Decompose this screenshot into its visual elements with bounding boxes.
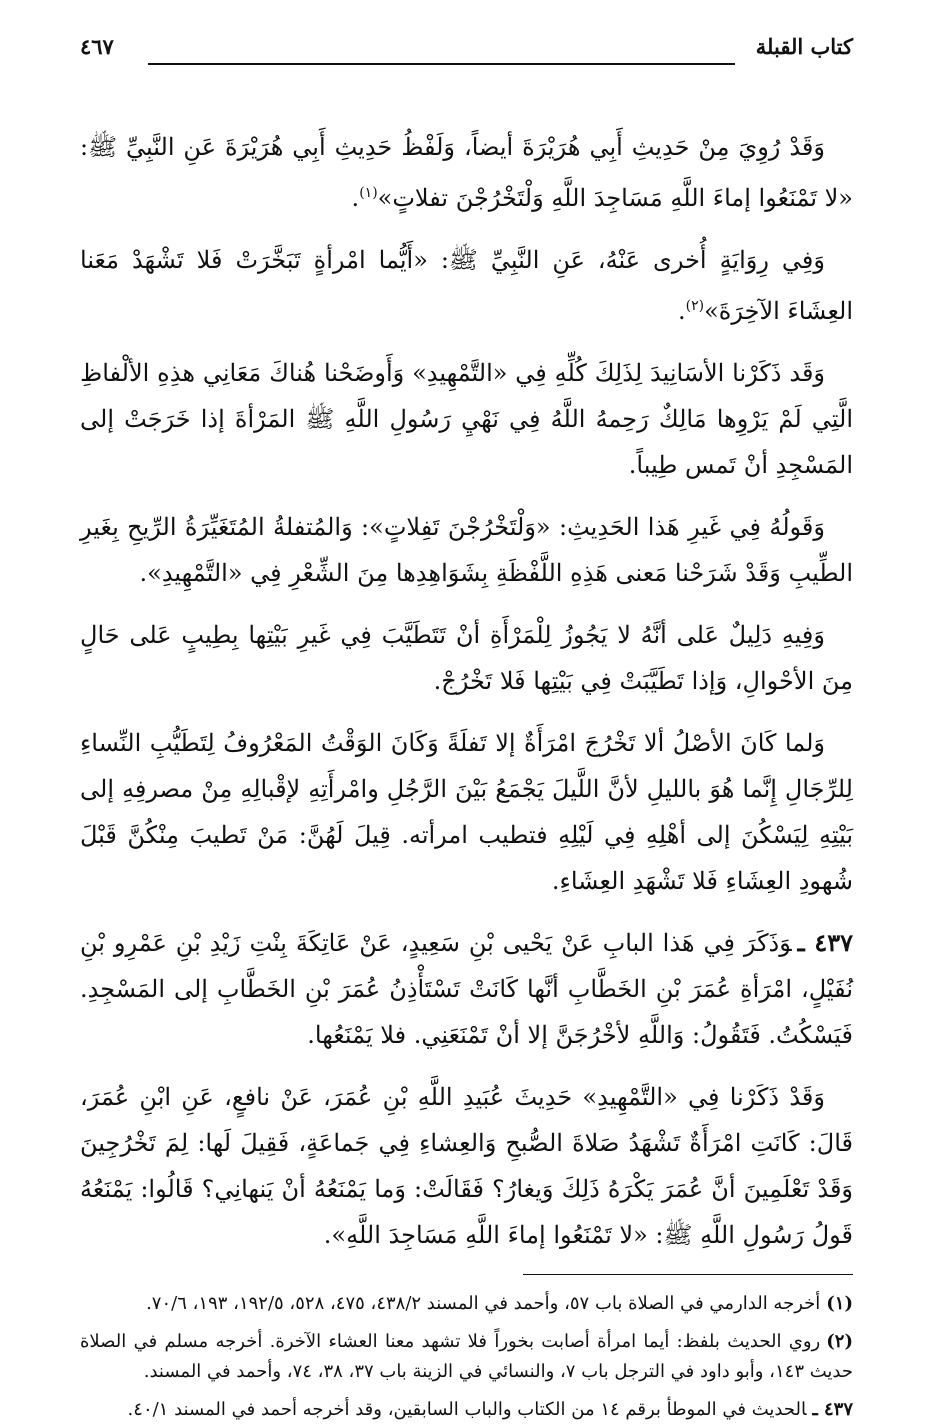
header-rule [148,63,735,65]
paragraph: وَقَدْ ذَكَرْنا فِي «التَّمْهِيدِ» حَدِيثَ عُبَيدِ اللَّهِ بْنِ عُمَرَ، عَنْ نافعٍ، عَنِ ابْنِ عُمَرَ، قَالَ: كَانَتِ امْرَأَةٌ تَشْهَدُ صَلاةَ الصُّبحِ وَالعِشاءِ فِي جَماعَةٍ، فَقِيلَ لَها: لِمَ تَخْرُجِينَ وَقَدْ تَعْلَمِينَ أنَّ عُمَرَ يَكْرَهُ ذَلِكَ وَيغارُ؟ فَقَالَتْ: وَما يَمْنَعُهُ أنْ يَنهانِي؟ قَالُوا: يَمْنَعُهُ قَولُ رَسُولِ اللَّهِ ﷺ: «لا تَمْنَعُوا إماءَ اللَّهِ مَسَاجِدَ اللَّهِ». [80,1083,853,1249]
footnote [80,1395,853,1425]
hadith-paragraph [80,920,853,1058]
footnote-ref: (٢) [685,298,705,314]
footnote [80,1327,853,1387]
hadith-text: وَذَكَرَ فِي هَذا البابِ عَنْ يَحْيى بْنِ سَعِيدٍ، عَنْ عَاتِكَةَ بِنْتِ زَيْدِ بْنِ عَمْرِو بْنِ نُفَيْلٍ، امْرَأةِ عُمَرَ بْنِ الخَطَّابِ أنَّها كَانَتْ تَسْتَأْذِنُ عُمَرَ بْنِ الخَطَّابِ إلى المَسْجِدِ. فَيَسْكُتُ. فَتَقُولُ: وَاللَّهِ لأخْرُجَنَّ إلا أنْ تَمْنَعَنِي. فلا يَمْنَعُها. [80,929,853,1049]
paragraph-text: وَقَدْ رُوِيَ مِنْ حَدِيثِ أَبِي هُرَيْرَةَ أيضاً، وَلَفْظُ حَدِيثِ أَبِي هُرَيْرَةَ عَنِ النَّبِيِّ ﷺ: «لا تَمْنَعُوا إماءَ اللَّهِ مَسَاجِدَ اللَّهِ وَلْتَخْرُجْنَ تفلاتٍ» [80,133,853,212]
paragraph-text: وَفِي رِوَايَةٍ أُخرى عَنْهُ، عَنِ النَّبِيِّ ﷺ: «أَيُّما امْرأةٍ تَبَخَّرَتْ فَلا تَشْهَدْ مَعَنا العِشَاءَ الآخِرَةَ» [80,246,853,325]
page-number: ٤٦٧ [80,34,114,59]
main-text [80,124,853,1258]
paragraph: وَقَولُهُ فِي غَيرِ هَذا الحَدِيثِ: «وَلْتَخْرُجْنَ تَفِلاتٍ»: وَالمُتفلةُ المُتَغَيِّرَةُ الرِّيحِ بِغَيرِ الطِّيبِ وَقَدْ شَرَحْنا مَعنى هَذِهِ اللَّفْظَةِ بِشَوَاهِدِها مِنَ الشِّعْرِ فِي «التَّمْهِيدِ». [80,513,853,587]
footnotes [80,1289,853,1425]
paragraph: وَفِي رِوَايَةٍ أُخرى عَنْهُ، عَنِ النَّبِيِّ ﷺ: «أَيُّما امْرأةٍ تَبَخَّرَتْ فَلا تَشْهَدْ مَعَنا العِشَاءَ الآخِرَةَ»$^{(٢)}$. [80,246,853,325]
footnote-label: (١) [826,1293,853,1314]
hadith-number: ٤٣٧ ـ [797,928,854,957]
book-title: كتاب القبلة [755,34,853,59]
footnote-label: ٤٣٧ ـ [812,1399,853,1420]
footnote [80,1289,853,1319]
page-header [80,28,853,68]
paragraph: وَفِيهِ دَلِيلٌ عَلى أنَّهُ لا يَجُوزُ لِلْمَرْأَةِ أنْ تَتَطَيَّبَ فِي غَيرِ بَيْتِها بِطِيبٍ عَلى حَالٍ مِنَ الأحْوالِ، وَإذا تَطَيَّبَتْ فِي بَيْتِها فَلا تَخْرُجْ. [80,621,853,695]
paragraph: وَقَد ذَكَرْنا الأسَانِيدَ لِذَلِكَ كُلِّهِ فِي «التَّمْهِيدِ» وَأَوضَحْنا هُناكَ مَعَانِي هذِهِ الألْفاظِ الَّتِي لَمْ يَرْوِها مَالِكٌ رَحِمهُ اللَّهُ فِي نَهْيِ رَسُولِ اللَّهِ ﷺ المَرْأةَ إذا خَرَجَتْ إلى المَسْجِدِ أنْ تَمس طِيباً. [80,359,853,479]
footnote-label: (٢) [826,1331,853,1352]
footnote-text: أخرجه الدارمي في الصلاة باب ٥٧، وأحمد في المسند ٤٣٨/٢، ٤٧٥، ٥٢٨، ١٩٢/٥، ١٩٣، ٧٠/٦. [146,1293,821,1314]
footnote-rule [523,1274,853,1275]
footnote-ref: (١) [359,185,378,201]
footnote-text: الحديث في الموطأ برقم ١٤ من الكتاب والباب السابقين، وقد أخرجه أحمد في المسند ٤٠/١. [127,1399,807,1420]
paragraph: وَلما كَانَ الأصْلُ ألا تَخْرُجَ امْرَأَةٌ إلا تَفلَةً وَكَانَ الوَقْتُ المَعْرُوفُ لِتَطَيُّبِ النِّساءِ لِلرِّجَالِ إِنَّما هُوَ بالليلِ لأنَّ اللَّيلَ يَجْمَعُ بَيْنَ الرَّجُلِ وامْرأَتِهِ لإقْبالِهِ مِنْ مصرفِهِ إلى بَيْتِهِ لِيَسْكُنَ إلى أهْلِهِ فِي لَيْلِهِ فتطيب امرأته. قِيلَ لَهُنَّ: مَنْ تَطيبَ مِنْكُنَّ قَبْلَ شُهودِ العِشَاءِ فَلا تَشْهَدِ العِشَاءِ. [80,729,853,895]
paragraph: وَقَدْ رُوِيَ مِنْ حَدِيثِ أَبِي هُرَيْرَةَ أيضاً، وَلَفْظُ حَدِيثِ أَبِي هُرَيْرَةَ عَنِ النَّبِيِّ ﷺ: «لا تَمْنَعُوا إماءَ اللَّهِ مَسَاجِدَ اللَّهِ وَلْتَخْرُجْنَ تفلاتٍ»$^{(١)}$. [80,133,853,212]
footnote-text: روي الحديث بلفظ: أيما امرأة أصابت بخوراً فلا تشهد معنا العشاء الآخرة. أخرجه مسلم في الصلاة حديث ١٤٣، وأبو داود في الترجل باب ٧، والنسائي في الزينة باب ٣٧، ٣٨، ٧٤، وأحمد في المسند. [80,1331,853,1382]
